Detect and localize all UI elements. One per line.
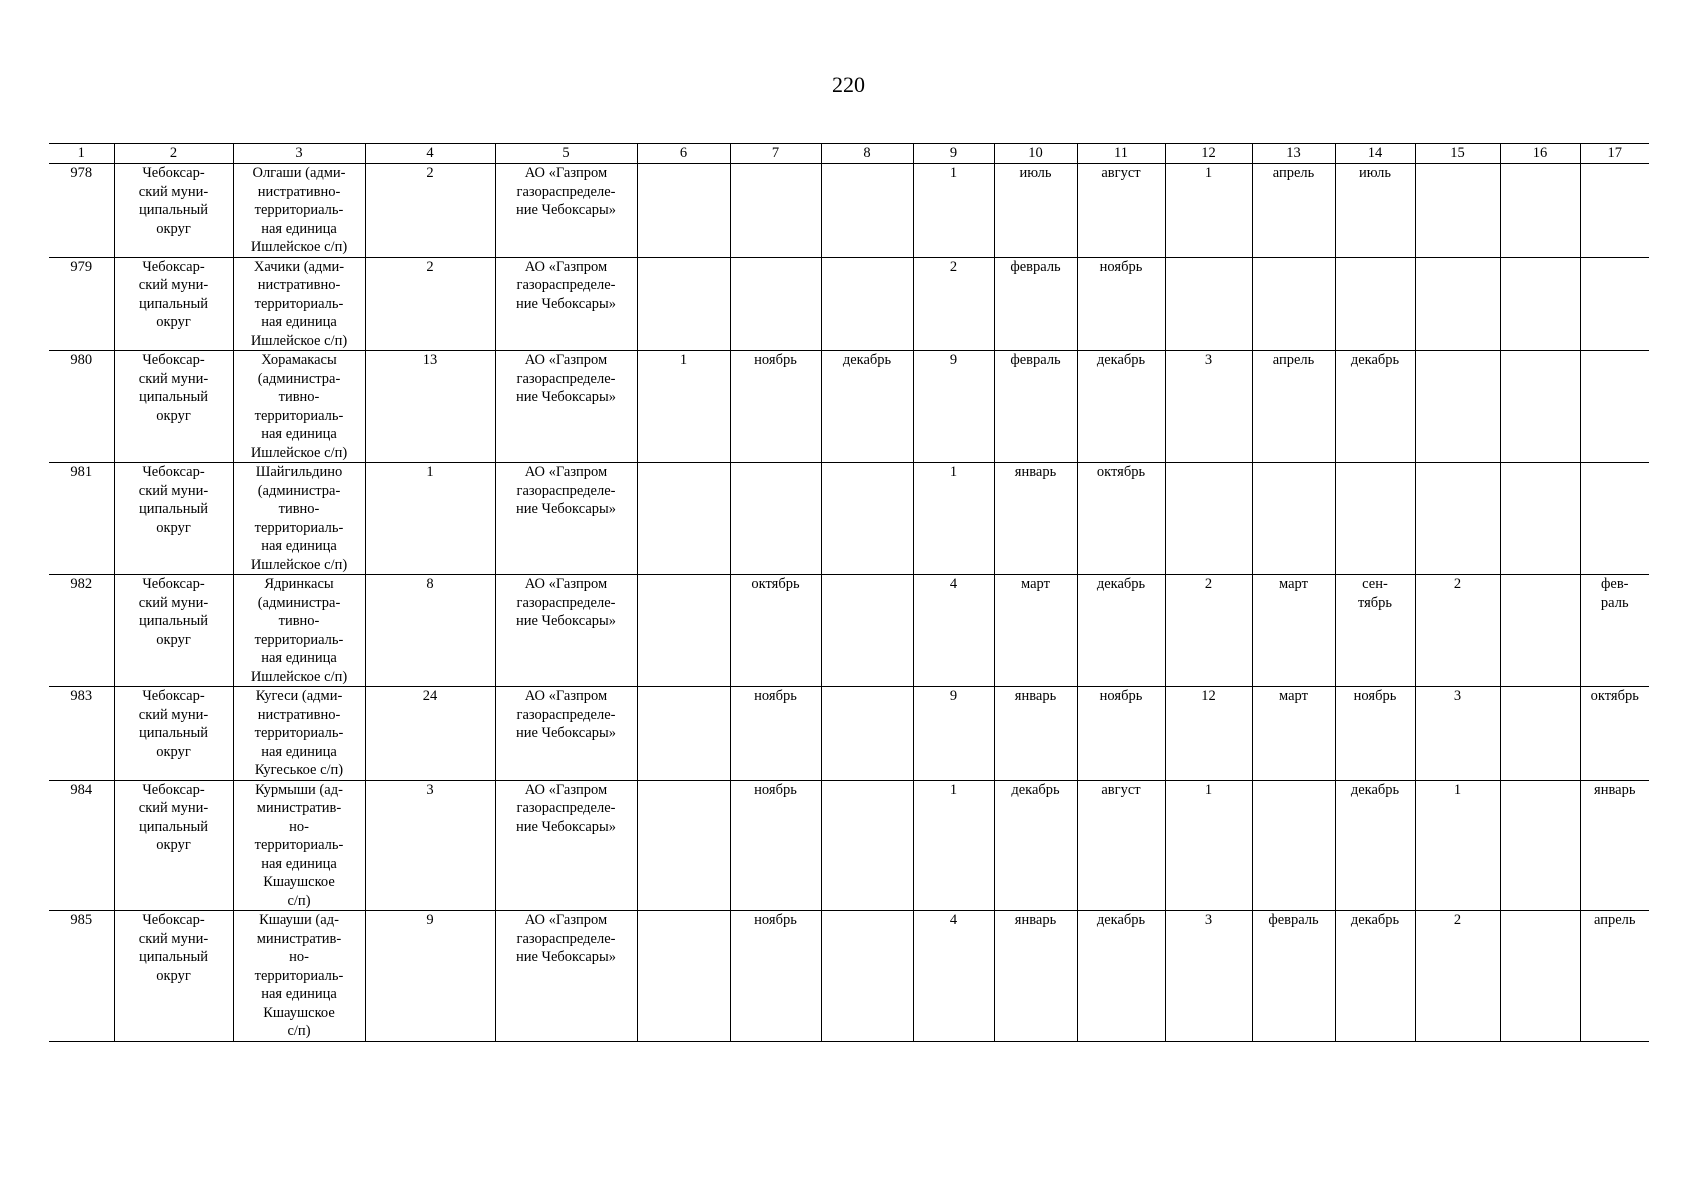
cell-text: февраль [1010, 352, 1061, 368]
table-cell [365, 351, 495, 463]
table-cell [1252, 687, 1335, 781]
table-cell [1077, 257, 1165, 351]
table-cell [233, 780, 365, 911]
cell-text: 1 [679, 352, 688, 368]
cell-text: август [1101, 165, 1141, 181]
table-cell [1500, 687, 1580, 781]
table-cell [495, 463, 637, 575]
table-cell [365, 911, 495, 1042]
cell-text: ноябрь [1099, 688, 1143, 704]
table-cell [233, 351, 365, 463]
table-cell [1165, 911, 1252, 1042]
table-cell [913, 351, 994, 463]
table-cell [913, 780, 994, 911]
table-cell [1415, 257, 1500, 351]
cell-text: 9 [949, 688, 958, 704]
cell-text: 24 [422, 688, 438, 704]
cell-text: февраль [1010, 258, 1061, 275]
cell-text: Олгаши (адми- нистративно- территориаль- ная единица Ишлейское с/п) [250, 165, 348, 255]
table-cell [1500, 911, 1580, 1042]
cell-text: ноябрь [1353, 688, 1397, 704]
table-cell [1580, 257, 1649, 351]
table-cell [1500, 463, 1580, 575]
cell-text: 1 [1204, 781, 1213, 798]
column-header: 13 [1252, 144, 1335, 164]
cell-text: 979 [70, 258, 93, 275]
table-cell [1335, 780, 1415, 911]
cell-text: 984 [70, 781, 93, 798]
cell-text: 2 [426, 165, 434, 181]
table-cell [1415, 351, 1500, 463]
table-cell [49, 164, 114, 258]
table-cell [1165, 351, 1252, 463]
cell-text: АО «Газпром газораспределе- ние Чебоксары» [515, 352, 617, 405]
table-cell [1580, 687, 1649, 781]
table-cell [994, 687, 1077, 781]
table-cell [1415, 575, 1500, 687]
table-cell [1335, 463, 1415, 575]
cell-text: 4 [949, 912, 958, 928]
table-cell [1415, 164, 1500, 258]
table-cell [1580, 463, 1649, 575]
table-cell [1252, 463, 1335, 575]
cell-text: апрель [1272, 165, 1315, 181]
table-cell [1415, 911, 1500, 1042]
cell-text: декабрь [1096, 912, 1146, 928]
table-cell [994, 164, 1077, 258]
cell-text: 978 [70, 165, 93, 181]
table-cell [1580, 164, 1649, 258]
header-row [49, 144, 1649, 164]
cell-text: январь [1594, 781, 1636, 798]
cell-text: 3 [1453, 688, 1462, 704]
cell-text: 983 [70, 688, 93, 704]
table-cell [495, 257, 637, 351]
cell-text: 3 [1204, 352, 1213, 368]
data-table [49, 143, 1649, 1042]
table-cell [821, 257, 913, 351]
cell-text: декабрь [1011, 781, 1060, 798]
table-cell [637, 164, 730, 258]
table-cell [730, 687, 821, 781]
table-cell [994, 575, 1077, 687]
cell-text: декабрь [1096, 576, 1146, 592]
table-cell [637, 463, 730, 575]
column-header: 14 [1335, 144, 1415, 164]
cell-text: 2 [1453, 912, 1462, 928]
table-cell [1077, 351, 1165, 463]
table-row [49, 463, 1649, 575]
table-cell [821, 351, 913, 463]
column-header: 6 [637, 144, 730, 164]
cell-text: ноябрь [1099, 258, 1143, 275]
cell-text: Чебоксар- ский муни- ципальный округ [138, 912, 209, 984]
cell-text: 982 [70, 576, 93, 592]
table-cell [730, 911, 821, 1042]
cell-text: АО «Газпром газораспределе- ние Чебоксары» [515, 781, 617, 835]
table-cell [821, 911, 913, 1042]
cell-text: октябрь [1096, 464, 1146, 480]
table-cell [730, 780, 821, 911]
table-cell [1580, 780, 1649, 911]
table-cell [49, 780, 114, 911]
table-cell [994, 780, 1077, 911]
table-cell [1252, 780, 1335, 911]
cell-text: 9 [949, 352, 958, 368]
table-cell [730, 257, 821, 351]
column-header: 8 [821, 144, 913, 164]
cell-text: ноябрь [754, 688, 797, 704]
cell-text: март [1279, 688, 1308, 704]
cell-text: ноябрь [754, 781, 797, 798]
cell-text: 2 [426, 258, 434, 275]
table-cell [637, 911, 730, 1042]
column-header: 10 [994, 144, 1077, 164]
cell-text: декабрь [1350, 912, 1400, 928]
table-cell [1165, 687, 1252, 781]
column-header: 4 [365, 144, 495, 164]
table-cell [365, 463, 495, 575]
cell-text: фев- раль [1600, 576, 1629, 611]
table-cell [994, 911, 1077, 1042]
table-cell [365, 575, 495, 687]
table-cell [49, 463, 114, 575]
table-cell [1415, 780, 1500, 911]
table-cell [495, 351, 637, 463]
table-cell [994, 351, 1077, 463]
table-cell [1077, 911, 1165, 1042]
cell-text: 1 [1453, 781, 1462, 798]
cell-text: Чебоксар- ский муни- ципальный округ [138, 258, 209, 330]
table-cell [1252, 575, 1335, 687]
cell-text: январь [1014, 912, 1057, 928]
cell-text: Кшауши (ад- министратив- но- территориаль- ная единица Кшаушское с/п) [254, 912, 344, 1039]
table-cell [637, 575, 730, 687]
cell-text: Чебоксар- ский муни- ципальный округ [138, 781, 209, 853]
table-row [49, 351, 1649, 463]
table-cell [637, 687, 730, 781]
table-row [49, 575, 1649, 687]
cell-text: декабрь [1350, 352, 1400, 368]
table-cell [821, 780, 913, 911]
table-cell [1500, 780, 1580, 911]
table-cell [233, 911, 365, 1042]
cell-text: октябрь [751, 576, 800, 592]
table-cell [1252, 351, 1335, 463]
cell-text: октябрь [1590, 688, 1639, 704]
table-cell [1580, 351, 1649, 463]
table-body [49, 164, 1649, 1042]
table-cell [913, 687, 994, 781]
cell-text: 980 [70, 352, 93, 368]
table-cell [637, 351, 730, 463]
table-row [49, 911, 1649, 1042]
table-row [49, 687, 1649, 781]
cell-text: Чебоксар- ский муни- ципальный округ [138, 464, 209, 536]
cell-text: апрель [1272, 352, 1315, 368]
table-cell [730, 164, 821, 258]
table-cell [49, 911, 114, 1042]
table-cell [233, 575, 365, 687]
table-cell [1165, 575, 1252, 687]
cell-text: АО «Газпром газораспределе- ние Чебоксары» [515, 464, 617, 517]
cell-text: 1 [949, 165, 958, 181]
page-number: 220 [832, 72, 865, 97]
cell-text: Ядринкасы (администра- тивно- территориаль- ная единица Ишлейское с/п) [250, 576, 348, 685]
table-cell [913, 257, 994, 351]
table-cell [49, 687, 114, 781]
cell-text: январь [1014, 688, 1057, 704]
table-cell [495, 575, 637, 687]
cell-text: декабрь [1350, 781, 1400, 798]
cell-text: 985 [70, 912, 93, 928]
table-cell [233, 164, 365, 258]
table-cell [114, 164, 233, 258]
table-cell [637, 257, 730, 351]
table-cell [1077, 463, 1165, 575]
table-cell [365, 164, 495, 258]
table-cell [1500, 257, 1580, 351]
column-header: 7 [730, 144, 821, 164]
table-cell [637, 780, 730, 911]
column-header: 11 [1077, 144, 1165, 164]
table-cell [495, 687, 637, 781]
cell-text: Чебоксар- ский муни- ципальный округ [138, 165, 209, 237]
cell-text: 1 [949, 464, 958, 480]
cell-text: Чебоксар- ский муни- ципальный округ [138, 352, 209, 424]
cell-text: декабрь [842, 352, 892, 368]
column-header: 12 [1165, 144, 1252, 164]
cell-text: июль [1019, 165, 1052, 181]
cell-text: январь [1014, 464, 1057, 480]
cell-text: 2 [1204, 576, 1213, 592]
table-cell [1415, 463, 1500, 575]
table-cell [913, 463, 994, 575]
column-header: 2 [114, 144, 233, 164]
table-cell [913, 575, 994, 687]
column-header: 16 [1500, 144, 1580, 164]
cell-text: декабрь [1096, 352, 1146, 368]
table-cell [233, 463, 365, 575]
table-cell [821, 687, 913, 781]
table-cell [114, 687, 233, 781]
table-cell [1335, 911, 1415, 1042]
cell-text: Шайгильдино (администра- тивно- территориаль- ная единица Ишлейское с/п) [250, 464, 348, 573]
cell-text: ноябрь [754, 912, 797, 928]
cell-text: 1 [949, 781, 958, 798]
table-row [49, 164, 1649, 258]
table-cell [821, 463, 913, 575]
table-cell [1500, 351, 1580, 463]
cell-text: 3 [1204, 912, 1213, 928]
cell-text: март [1279, 576, 1308, 592]
table-cell [1077, 780, 1165, 911]
table-cell [730, 351, 821, 463]
table-cell [994, 257, 1077, 351]
cell-text: Чебоксар- ский муни- ципальный округ [138, 688, 209, 760]
table-cell [114, 780, 233, 911]
column-header: 15 [1415, 144, 1500, 164]
cell-text: 1 [1204, 165, 1213, 181]
table-cell [1165, 463, 1252, 575]
column-header: 3 [233, 144, 365, 164]
cell-text: Хорамакасы (администра- тивно- территориаль- ная единица Ишлейское с/п) [250, 352, 348, 461]
table-cell [365, 780, 495, 911]
cell-text: Хачики (адми- нистративно- территориаль- ная единица Ишлейское с/п) [250, 258, 348, 349]
table-cell [49, 257, 114, 351]
table-cell [49, 575, 114, 687]
table-cell [1500, 164, 1580, 258]
column-header: 1 [49, 144, 114, 164]
cell-text: Кугеси (адми- нистративно- территориаль- ная единица Кугеськое с/п) [254, 688, 344, 778]
table-cell [1165, 164, 1252, 258]
cell-text: 8 [426, 576, 434, 592]
table-cell [1077, 687, 1165, 781]
cell-text: июль [1358, 165, 1392, 181]
table-cell [495, 164, 637, 258]
table-cell [1077, 575, 1165, 687]
table-row [49, 780, 1649, 911]
cell-text: АО «Газпром газораспределе- ние Чебоксары» [515, 258, 617, 312]
cell-text: 2 [1453, 576, 1462, 592]
cell-text: АО «Газпром газораспределе- ние Чебоксары» [515, 576, 617, 629]
table-row [49, 257, 1649, 351]
cell-text: 1 [426, 464, 434, 480]
cell-text: февраль [1268, 912, 1319, 928]
column-header: 9 [913, 144, 994, 164]
table-cell [114, 351, 233, 463]
table-cell [1165, 257, 1252, 351]
cell-text: 12 [1201, 688, 1216, 704]
table-cell [1335, 351, 1415, 463]
table-cell [233, 257, 365, 351]
cell-text: 981 [70, 464, 93, 480]
table-cell [114, 257, 233, 351]
cell-text: Чебоксар- ский муни- ципальный округ [138, 576, 209, 648]
cell-text: 13 [422, 352, 438, 368]
column-header: 5 [495, 144, 637, 164]
table-cell [1580, 575, 1649, 687]
table-cell [1335, 575, 1415, 687]
table-cell [495, 780, 637, 911]
cell-text: ноябрь [754, 352, 797, 368]
table-cell [1415, 687, 1500, 781]
table-cell [1077, 164, 1165, 258]
table-cell [1335, 164, 1415, 258]
cell-text: август [1101, 781, 1141, 798]
cell-text: АО «Газпром газораспределе- ние Чебоксары» [515, 688, 617, 741]
table-cell [49, 351, 114, 463]
table-cell [114, 463, 233, 575]
table-cell [1165, 780, 1252, 911]
table-cell [1335, 257, 1415, 351]
cell-text: апрель [1593, 912, 1636, 928]
cell-text: 4 [949, 576, 958, 592]
table-cell [821, 575, 913, 687]
cell-text: АО «Газпром газораспределе- ние Чебоксары» [515, 912, 617, 965]
cell-text: АО «Газпром газораспределе- ние Чебоксары» [515, 165, 617, 218]
table-cell [730, 463, 821, 575]
table-cell [365, 257, 495, 351]
column-header: 17 [1580, 144, 1649, 164]
table-cell [994, 463, 1077, 575]
cell-text: март [1021, 576, 1050, 592]
table-cell [821, 164, 913, 258]
table-cell [1252, 911, 1335, 1042]
table-cell [365, 687, 495, 781]
table-cell [233, 687, 365, 781]
table-cell [1500, 575, 1580, 687]
cell-text: Курмыши (ад- министратив- но- территориаль- ная единица Кшаушское с/п) [254, 781, 344, 909]
table-cell [1335, 687, 1415, 781]
table-cell [1580, 911, 1649, 1042]
cell-text: сен- тябрь [1357, 576, 1393, 611]
cell-text: 2 [949, 258, 958, 275]
table-cell [913, 911, 994, 1042]
cell-text: 9 [426, 912, 434, 928]
table-cell [1252, 164, 1335, 258]
cell-text: 3 [426, 781, 434, 798]
table-cell [114, 911, 233, 1042]
table-cell [913, 164, 994, 258]
table-cell [495, 911, 637, 1042]
table-cell [1252, 257, 1335, 351]
table-cell [114, 575, 233, 687]
table-cell [730, 575, 821, 687]
